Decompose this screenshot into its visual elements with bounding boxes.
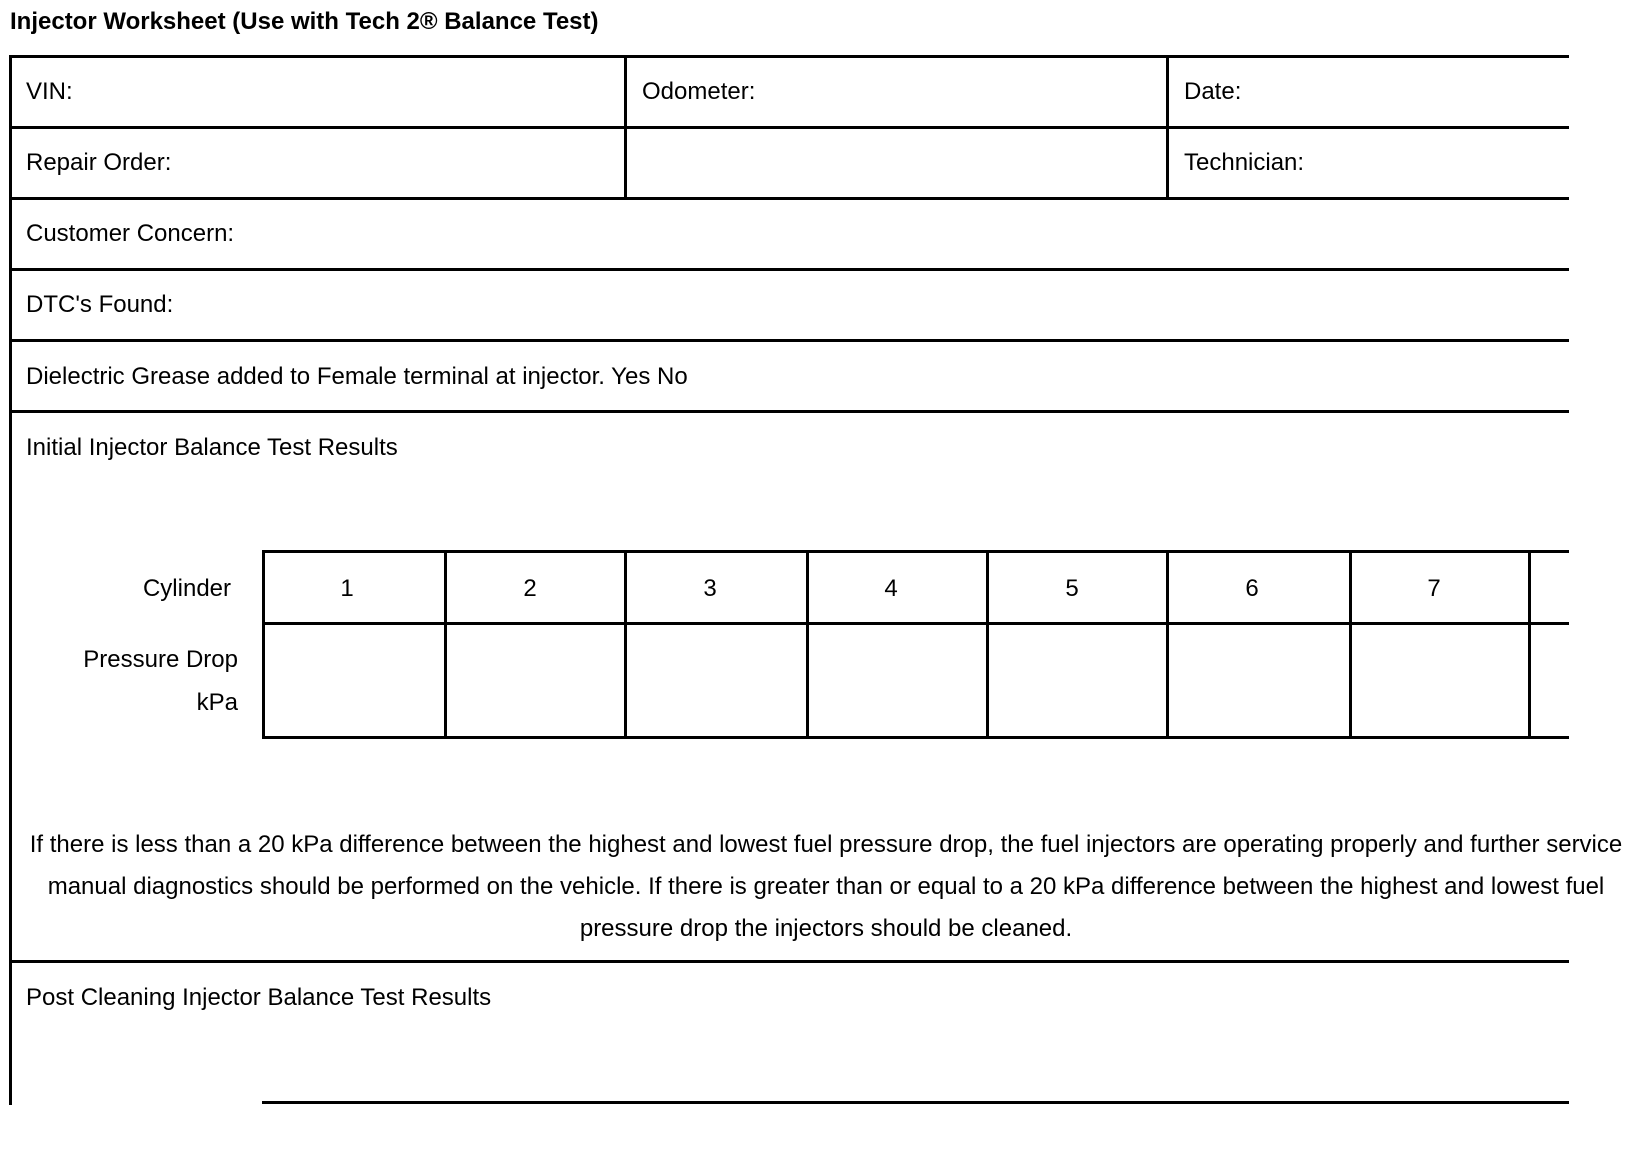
cylinder-grid-col-4 xyxy=(806,550,809,739)
cylinder-grid-middle xyxy=(262,622,1569,625)
technician-label: Technician: xyxy=(1184,149,1305,176)
cylinder-grid-col-3 xyxy=(624,550,627,739)
cylinder-number: 4 xyxy=(884,575,898,602)
row3-bottom-border xyxy=(9,268,1569,271)
date-label: Date: xyxy=(1184,78,1242,105)
balance-test-note: If there is less than a 20 kPa difference between the highest and lowest fuel pressure drop, the fuel injectors are operating properly and further service manual diagnostics should be performed on the vehicle. If there is greater than or equal to a 20 kPa difference between the highest and lowest fuel pressure drop the injectors should be cleaned. xyxy=(29,831,1623,942)
cylinder-number: 7 xyxy=(1427,575,1441,602)
row4-bottom-border xyxy=(9,339,1569,342)
row2-bottom-border xyxy=(9,197,1569,200)
frame-left-border xyxy=(9,55,12,1105)
cylinder-grid-bottom xyxy=(262,736,1569,739)
cylinder-grid-col-8 xyxy=(1528,550,1531,739)
cylinder-number: 3 xyxy=(703,575,717,602)
vin-label: VIN: xyxy=(26,78,73,105)
dielectric-grease-label: Dielectric Grease added to Female terminal at injector. Yes No xyxy=(26,363,688,390)
cylinder-grid-col-2 xyxy=(444,550,447,739)
pressure-unit-label: kPa xyxy=(196,689,238,716)
frame-top-border xyxy=(9,55,1569,58)
cylinder-grid-top xyxy=(262,550,1569,553)
cylinder-row-label: Cylinder xyxy=(142,575,231,602)
worksheet-title: Injector Worksheet (Use with Tech 2® Balance Test) xyxy=(10,8,599,35)
dtcs-found-label: DTC's Found: xyxy=(26,291,174,318)
cylinder-number: 6 xyxy=(1245,575,1259,602)
odometer-label: Odometer: xyxy=(642,78,756,105)
cylinder-grid-col-6 xyxy=(1166,550,1169,739)
initial-results-heading: Initial Injector Balance Test Results xyxy=(26,434,398,461)
pressure-drop-label: Pressure Drop xyxy=(83,646,238,673)
cylinder-grid-col-5 xyxy=(986,550,989,739)
row5-bottom-border xyxy=(9,410,1569,413)
post-cleaning-heading: Post Cleaning Injector Balance Test Results xyxy=(26,984,492,1011)
cylinder-grid-col-7 xyxy=(1349,550,1352,739)
row1-bottom-border xyxy=(9,126,1569,129)
post-grid-top xyxy=(262,1101,1569,1104)
repair-order-label: Repair Order: xyxy=(26,149,172,176)
initial-section-bottom-border xyxy=(9,960,1569,963)
cylinder-number: 5 xyxy=(1065,575,1079,602)
cylinder-number: 2 xyxy=(523,575,537,602)
customer-concern-label: Customer Concern: xyxy=(26,220,235,247)
cylinder-grid-col-1 xyxy=(262,550,265,739)
cylinder-number: 1 xyxy=(340,575,354,602)
